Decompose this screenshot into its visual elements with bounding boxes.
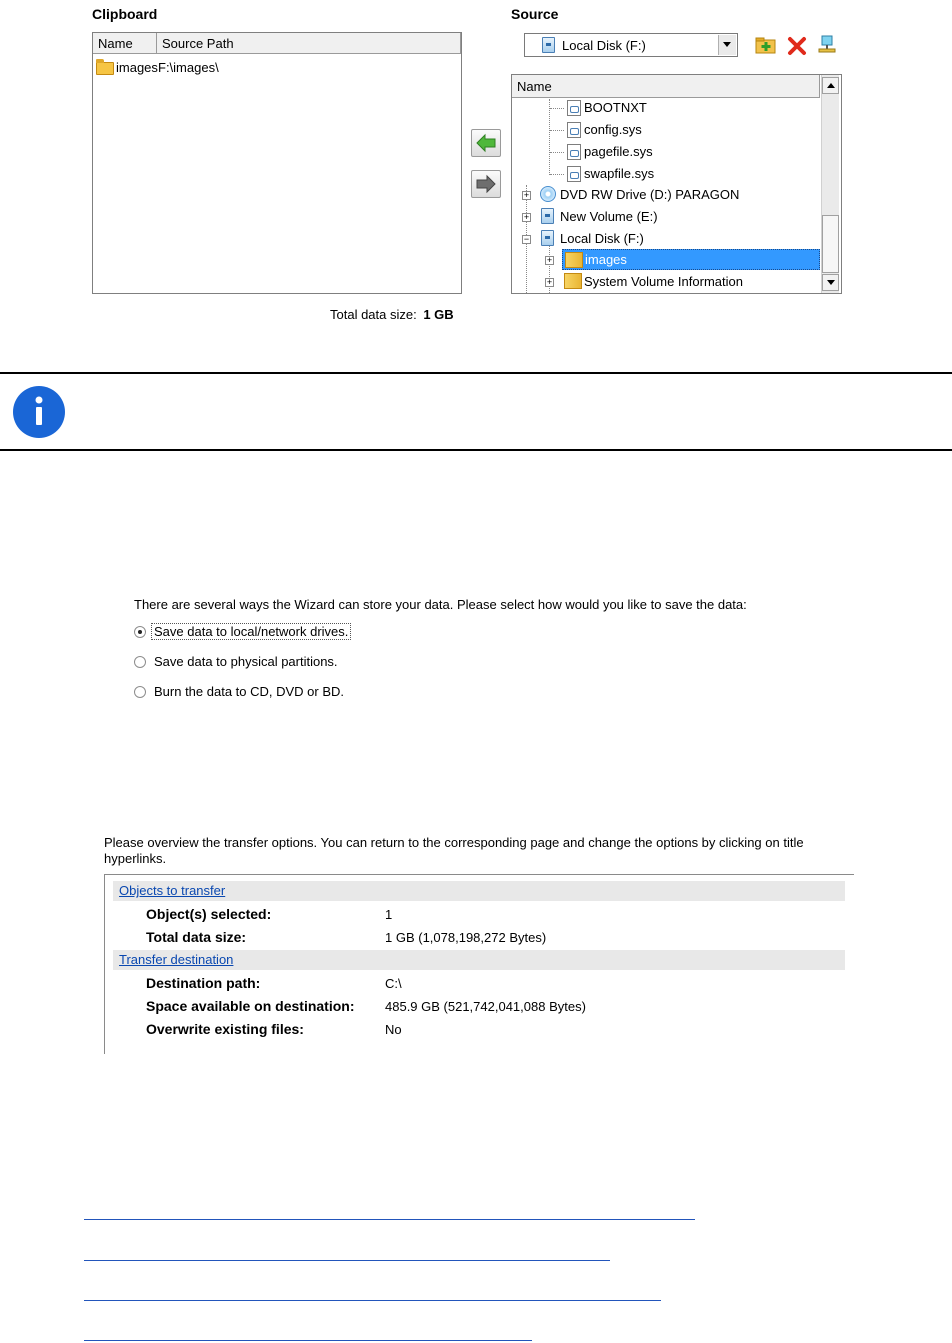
option-physical-partitions[interactable] (133, 651, 363, 671)
disk-icon (541, 208, 554, 224)
tree-item-label: images (585, 252, 627, 267)
clipboard-title: Clipboard (92, 6, 158, 22)
clipboard-row-name: images (116, 60, 158, 75)
overwrite-files-value: No (385, 1022, 402, 1037)
info-icon (12, 385, 66, 439)
wizard-prompt: There are several ways the Wizard can store your data. Please select how would you like to save the data: (134, 597, 747, 612)
summary-intro-line1: Please overview the transfer options. You can return to the corresponding page and change the options by clicking on title (104, 835, 804, 850)
link-underline[interactable] (84, 1300, 661, 1301)
folder-icon (565, 252, 583, 268)
expand-icon[interactable]: + (523, 212, 530, 222)
tree-item-label: BOOTNXT (584, 100, 647, 115)
tree-item-label: pagefile.sys (584, 144, 653, 159)
option-label: Burn the data to CD, DVD or BD. (154, 684, 345, 699)
space-available-value: 485.9 GB (521,742,041,088 Bytes) (385, 999, 586, 1014)
link-underline[interactable] (84, 1219, 695, 1220)
source-title: Source (511, 6, 559, 22)
expand-icon[interactable]: + (523, 190, 530, 200)
collapse-icon[interactable]: − (523, 234, 530, 244)
network-icon[interactable] (817, 34, 837, 56)
divider (0, 372, 952, 374)
objects-selected-value: 1 (385, 907, 393, 922)
folder-icon (96, 62, 114, 75)
total-label: Total data size: (330, 307, 417, 322)
option-burn-disc[interactable] (133, 681, 363, 701)
option-local-network[interactable] (133, 621, 363, 641)
radio[interactable] (134, 656, 146, 668)
source-disk-label: Local Disk (F:) (562, 38, 646, 53)
summary-intro-line2: hyperlinks. (104, 851, 167, 866)
clipboard-col-name[interactable]: Name (93, 33, 157, 54)
source-tree[interactable] (511, 74, 842, 294)
expand-icon[interactable]: + (546, 277, 553, 287)
delete-icon[interactable] (787, 36, 807, 56)
tree-item[interactable] (564, 271, 743, 292)
radio-checked[interactable] (134, 626, 146, 638)
tree-item-selected[interactable] (562, 249, 820, 270)
disk-icon (541, 230, 554, 246)
arrow-left-icon (472, 130, 500, 156)
source-col-name[interactable]: Name (512, 75, 820, 98)
total-data-size-row-value: 1 GB (1,078,198,272 Bytes) (385, 930, 547, 945)
clipboard-row[interactable] (93, 58, 459, 78)
chevron-down-icon[interactable] (718, 35, 736, 55)
arrow-right-icon (472, 171, 500, 197)
space-available-label: Space available on destination: (146, 998, 355, 1014)
file-icon (567, 100, 581, 116)
option-label: Save data to local/network drives. (151, 623, 351, 640)
scroll-thumb[interactable] (822, 215, 839, 273)
tree-item[interactable] (540, 184, 739, 205)
tree-item[interactable] (567, 141, 653, 162)
tree-item-label: Local Disk (F:) (560, 231, 644, 246)
objects-to-transfer-link[interactable]: Objects to transfer (119, 883, 226, 898)
tree-item[interactable] (567, 119, 642, 140)
divider (0, 449, 952, 451)
tree-item[interactable] (567, 163, 654, 184)
radio[interactable] (134, 686, 146, 698)
expand-icon[interactable]: + (546, 255, 553, 265)
tree-item-label: config.sys (584, 122, 642, 137)
disk-icon (542, 37, 555, 53)
tree-item-label: DVD RW Drive (D:) PARAGON (560, 187, 740, 202)
clipboard-row-path: F:\images\ (158, 60, 219, 75)
clipboard-list[interactable] (92, 32, 462, 294)
remove-from-clipboard-button[interactable] (471, 170, 501, 198)
file-icon (567, 166, 581, 182)
total-data-size-row-label: Total data size: (146, 929, 247, 945)
tree-item-label: New Volume (E:) (560, 209, 658, 224)
tree-line (550, 152, 564, 153)
tree-scrollbar[interactable] (821, 75, 839, 293)
overwrite-files-label: Overwrite existing files: (146, 1021, 304, 1037)
tree-line (550, 174, 564, 175)
objects-selected-label: Object(s) selected: (146, 906, 272, 922)
link-underline[interactable] (84, 1340, 532, 1341)
tree-item-label: swapfile.sys (584, 166, 655, 181)
tree-item[interactable] (540, 228, 644, 249)
source-disk-dropdown[interactable] (524, 33, 738, 57)
folder-icon (564, 273, 582, 289)
destination-path-value: C:\ (385, 976, 402, 991)
tree-item-label: System Volume Information (584, 274, 743, 289)
file-icon (567, 122, 581, 138)
cd-drive-icon (540, 186, 556, 202)
clipboard-col-source-path[interactable]: Source Path (157, 33, 461, 54)
destination-path-label: Destination path: (146, 975, 261, 991)
tree-line (550, 130, 564, 131)
file-icon (567, 144, 581, 160)
total-value: 1 GB (423, 307, 454, 322)
add-to-clipboard-button[interactable] (471, 129, 501, 157)
scroll-up-button[interactable] (822, 77, 839, 94)
total-data-size-label (330, 307, 454, 322)
option-label: Save data to physical partitions. (154, 654, 338, 669)
tree-line (550, 108, 564, 109)
scroll-down-button[interactable] (822, 274, 839, 291)
link-underline[interactable] (84, 1260, 610, 1261)
tree-item[interactable] (540, 206, 658, 227)
tree-item[interactable] (567, 97, 647, 118)
tree-line (549, 99, 550, 175)
transfer-destination-link[interactable]: Transfer destination (119, 952, 234, 967)
new-folder-icon[interactable] (755, 35, 777, 55)
